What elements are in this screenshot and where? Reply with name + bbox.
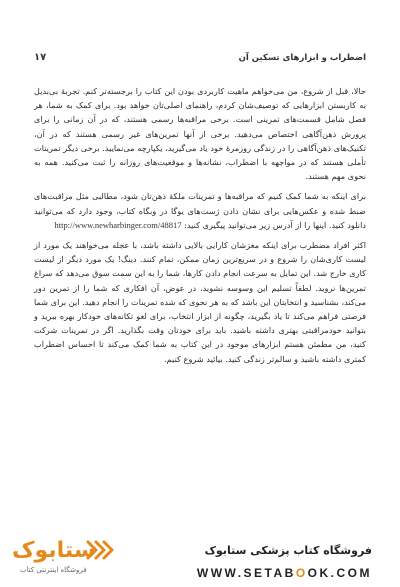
logo-tagline: فروشگاه اینترنتی کتاب <box>20 566 87 574</box>
paragraph-2-text: برای اینکه به شما کمک کنیم که مراقبه‌ها و تمرینات ملکهٔ ذهن‌تان شود، مطالبی مثل مراقبت‌های ضبط شده و عکس‌هایی برای نشان دادن ژست‌های یوگا در وبگاه کتاب، وجود دارد که می‌توانید دانلود کنید. اینها را از آدرس زیر می‌توانید پیگیری کنید: <box>34 191 366 230</box>
body-text <box>34 84 366 366</box>
shop-url-part-2: OK.COM <box>307 566 372 580</box>
logo-wordmark: ستابوک <box>12 538 96 563</box>
shop-url[interactable] <box>197 566 372 580</box>
paragraph-2 <box>34 189 366 232</box>
page-number: ۱۷ <box>34 52 47 63</box>
paragraph-1: حالا، قبل از شروع، من می‌خواهم ماهیت کاربردی بودن این کتاب را برجسته‌تر کنم. تجربهٔ بی‌بدیل به کاربستن ابزارهایی که توصیف‌شان کردم، راهنمای اصلی‌تان خواهد بود. برای کمک به شما، هر فصل شامل قسمت‌های تمرینی است. برخی مراقبه‌ها رسمی هستند، که در آن زمانی را برای پرورش ذهن‌آگاهی اختصاص می‌دهید. برخی از آنها تمرین‌های غیر رسمی هستند که در آن، تکنیک‌های ذهن‌آگاهی را در زندگی روزمرهٔ خود یاد می‌گیرید، یکپارچه می‌نمایید. برخی دیگر تمرینات تأملی هستند که در مواجهه با اضطراب، نشانه‌ها و موقعیت‌های روزانه را ثبت می‌کنید. همه به نحوی مهم هستند. <box>34 86 366 182</box>
running-header <box>34 52 366 68</box>
shop-name: فروشگاه کتاب پزشکی ستابوک <box>204 544 372 557</box>
paragraph-3: اکثر افراد مضطرب برای اینکه مغزشان کارایی بالایی داشته باشد، با عجله می‌خواهند یک مورد از لیست کاری‌شان را شروع و در سریع‌ترین زمان ممکن، تمام کنند. دینگ! یک مورد دیگر از لیست کاری خارج شد. این تمایل به سرعت انجام دادن کارها، شما را به این سمت سوق می‌دهد که سراغ تمرین‌ها نروید. لطفاً تسلیم این وسوسه نشوید، در عوض، آن افکاری که شما را از تمرین دور می‌کند، بشناسید و انتخابتان این باشد که به هر نحوی که شده تمرینات را انجام دهید. این برای شما فرصتی فراهم می‌کند تا یاد بگیرید، چگونه از ابزار انتخاب، برای لغو تکانه‌های خودکار بهره ببرید و بتوانید خودمراقبتی بهتری داشته باشید. باید برای خودتان وقت بگذارید. اگر در تمرینات شرکت کنید، من مطمئن هستم ابزارهای موجود در این کتاب به شما کمک می‌کند تا احساس اضطراب کمتری داشته باشید و سالم‌تر زندگی کنید. بیائید شروع کنیم. <box>34 240 366 364</box>
shop-url-o: O <box>295 566 308 580</box>
website-link[interactable]: http://www.newharbinger.com/48817 <box>54 219 182 230</box>
shop-url-part-1: WWW.SETAB <box>196 566 296 580</box>
running-header-title: اضطراب و ابزارهای تسکین آن <box>238 53 366 63</box>
